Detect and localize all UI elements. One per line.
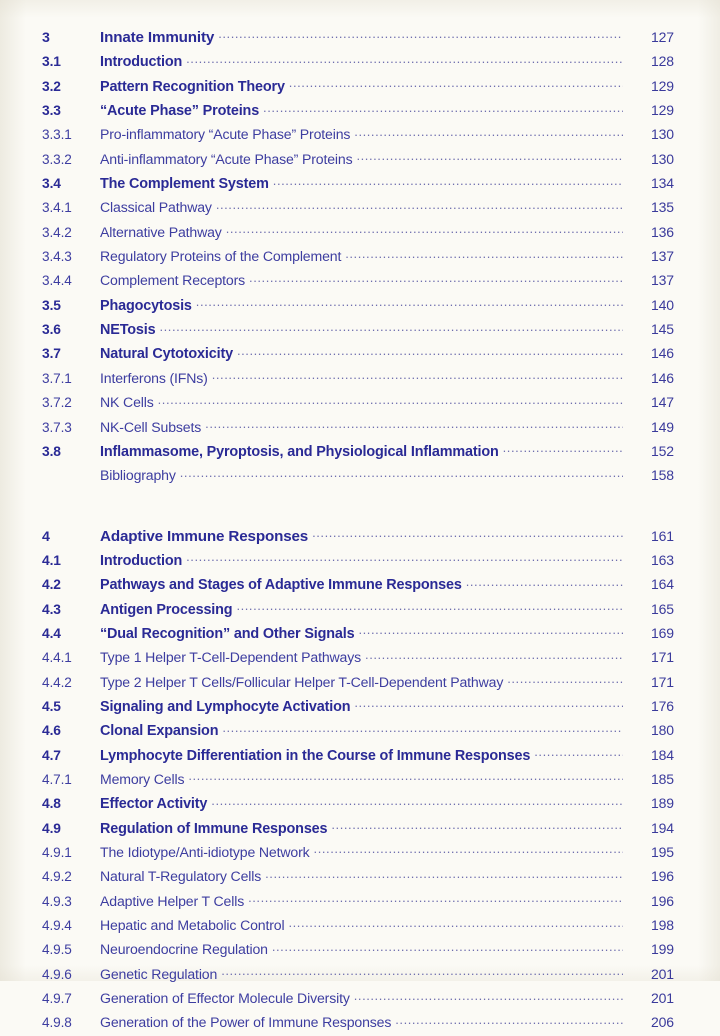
- toc-entry[interactable]: [0, 817, 720, 841]
- toc-dot-leader: [345, 245, 623, 261]
- toc-entry-title[interactable]: Classical Pathway: [100, 199, 212, 216]
- toc-entry-title[interactable]: Pattern Recognition Theory: [100, 78, 285, 95]
- toc-entry[interactable]: [0, 646, 720, 670]
- toc-entry-page-number[interactable]: 137: [650, 248, 674, 265]
- toc-dot-leader: [354, 695, 623, 711]
- toc-entry-number: 4.9.8: [42, 1015, 72, 1031]
- toc-dot-leader: [222, 719, 623, 735]
- toc-entry-title[interactable]: Complement Receptors: [100, 272, 246, 289]
- toc-entry[interactable]: [0, 865, 720, 889]
- toc-entry-number: 4.9: [42, 820, 61, 836]
- toc-entry-number: 4.3: [42, 601, 61, 617]
- toc-entry-number: 3.2: [42, 78, 61, 94]
- toc-entry-number: 3.3.2: [42, 151, 72, 167]
- toc-entry-page-number[interactable]: 171: [650, 673, 674, 690]
- toc-entry[interactable]: [0, 416, 720, 440]
- toc-entry-title[interactable]: NETosis: [100, 322, 156, 339]
- toc-entry-number: 3.4.2: [42, 224, 72, 240]
- toc-entry-title[interactable]: Memory Cells: [100, 770, 185, 787]
- toc-entry-page-number[interactable]: 134: [650, 175, 674, 192]
- toc-dot-leader: [354, 987, 623, 1003]
- toc-entry-page-number[interactable]: 185: [650, 770, 674, 787]
- toc-entry-number: 4.9.4: [42, 918, 72, 934]
- toc-entry-title[interactable]: Adaptive Immune Responses: [100, 527, 309, 545]
- toc-entry[interactable]: [0, 99, 720, 123]
- toc-dot-leader: [365, 646, 623, 662]
- toc-entry[interactable]: [0, 695, 720, 719]
- toc-entry-title[interactable]: NK-Cell Subsets: [100, 418, 202, 435]
- toc-entry[interactable]: [0, 598, 720, 622]
- toc-entry[interactable]: [0, 841, 720, 865]
- toc-entry-page-number[interactable]: 199: [650, 941, 674, 958]
- toc-entry-page-number[interactable]: 127: [650, 29, 674, 45]
- toc-entry-title[interactable]: Effector Activity: [100, 796, 208, 813]
- toc-entry-number: 4.1: [42, 552, 61, 568]
- toc-entry[interactable]: [0, 367, 720, 391]
- toc-entry-title[interactable]: NK Cells: [100, 394, 154, 411]
- toc-entry-title[interactable]: Introduction: [100, 552, 183, 569]
- toc-entry-page-number[interactable]: 180: [650, 722, 674, 739]
- toc-entry-number: 4.9.7: [42, 991, 72, 1007]
- toc-entry-title[interactable]: Hepatic and Metabolic Control: [100, 917, 285, 934]
- toc-entry-title[interactable]: Lymphocyte Differentiation in the Course of Immune Responses: [100, 747, 531, 764]
- toc-entry-number: 3.7.2: [42, 395, 72, 411]
- toc-entry-title[interactable]: Phagocytosis: [100, 297, 192, 314]
- toc-dot-leader: [289, 75, 623, 91]
- toc-entry-number: 3.4.1: [42, 200, 72, 216]
- toc-entry-page-number[interactable]: 163: [650, 551, 674, 568]
- toc-entry[interactable]: [0, 622, 720, 646]
- toc-entry-number: 3.6: [42, 322, 61, 338]
- toc-entry-number: 3.7.3: [42, 419, 72, 435]
- toc-entry-page-number[interactable]: 189: [650, 795, 674, 812]
- toc-entry-number: 4.9.5: [42, 942, 72, 958]
- toc-entry-page-number[interactable]: 195: [650, 844, 674, 860]
- toc-entry-title[interactable]: Introduction: [100, 54, 183, 71]
- toc-entry-title[interactable]: Pathways and Stages of Adaptive Immune Responses: [100, 577, 462, 594]
- toc-entry-title[interactable]: “Acute Phase” Proteins: [100, 103, 260, 120]
- toc-entry-page-number[interactable]: 128: [650, 53, 674, 70]
- toc-dot-leader: [507, 671, 623, 687]
- toc-entry-page-number[interactable]: 135: [650, 199, 674, 216]
- toc-entry-number: 4.2: [42, 577, 61, 593]
- toc-entry-page-number[interactable]: 136: [650, 223, 674, 240]
- toc-entry-number: 3.7.1: [42, 370, 72, 386]
- toc-dot-leader: [236, 598, 623, 614]
- toc-entry-title[interactable]: Antigen Processing: [100, 601, 233, 618]
- toc-entry-page-number[interactable]: 198: [650, 917, 674, 934]
- toc-dot-leader: [331, 817, 623, 833]
- toc-dot-leader: [216, 196, 623, 212]
- toc-entry[interactable]: [0, 148, 720, 172]
- toc-entry[interactable]: [0, 464, 720, 488]
- toc-dot-leader: [249, 269, 623, 285]
- toc-dot-leader: [273, 172, 623, 188]
- toc-entry-number: 4.6: [42, 723, 61, 739]
- toc-dot-leader: [205, 416, 623, 432]
- toc-dot-leader: [221, 963, 623, 979]
- toc-dot-leader: [186, 50, 623, 66]
- toc-dot-leader: [188, 768, 623, 784]
- toc-entry-title[interactable]: The Complement System: [100, 176, 269, 193]
- toc-dot-leader: [186, 549, 623, 565]
- toc-entry-page-number[interactable]: 201: [650, 965, 674, 982]
- toc-entry-page-number[interactable]: 161: [650, 527, 674, 544]
- toc-dot-leader: [180, 464, 623, 480]
- toc-entry-title[interactable]: Inflammasome, Pyroptosis, and Physiological Inflammation: [100, 443, 499, 460]
- toc-entry-title[interactable]: Clonal Expansion: [100, 723, 219, 740]
- toc-entry[interactable]: [0, 196, 720, 220]
- toc-entry-title[interactable]: Generation of Effector Molecule Diversity: [100, 990, 350, 1007]
- toc-entry-number: 3.8: [42, 443, 61, 459]
- toc-entry-title[interactable]: Neuroendocrine Regulation: [100, 941, 268, 958]
- toc-entry-page-number[interactable]: 171: [650, 649, 674, 666]
- toc-dot-leader: [356, 148, 623, 164]
- toc-entry[interactable]: [0, 573, 720, 597]
- toc-entry-page-number[interactable]: 201: [650, 990, 674, 1007]
- toc-dot-leader: [288, 914, 623, 930]
- toc-entry-page-number[interactable]: 169: [650, 624, 674, 641]
- toc-entry-title[interactable]: Natural T-Regulatory Cells: [100, 868, 262, 885]
- toc-entry-title[interactable]: Alternative Pathway: [100, 223, 222, 240]
- toc-entry-number: 3.3.1: [42, 127, 72, 143]
- toc-entry[interactable]: [0, 549, 720, 573]
- toc-entry[interactable]: [0, 75, 720, 99]
- toc-entry[interactable]: [0, 294, 720, 318]
- toc-entry-page-number[interactable]: 206: [650, 1014, 674, 1031]
- toc-dot-leader: [263, 99, 623, 115]
- toc-entry-title[interactable]: Adaptive Helper T Cells: [100, 892, 245, 909]
- toc-dot-leader: [265, 865, 623, 881]
- toc-entry-page-number[interactable]: 184: [650, 746, 674, 763]
- toc-dot-leader: [212, 367, 623, 383]
- toc-entry-number: 3: [42, 30, 50, 46]
- toc-dot-leader: [237, 342, 623, 358]
- toc-entry[interactable]: [0, 1011, 720, 1035]
- toc-entry[interactable]: [0, 671, 720, 695]
- toc-entry-number: 3.4: [42, 176, 61, 192]
- toc-entry-page-number[interactable]: 194: [650, 819, 674, 836]
- toc-entry-number: 4.7: [42, 747, 61, 763]
- toc-dot-leader: [226, 221, 623, 237]
- toc-entry[interactable]: [0, 792, 720, 816]
- toc-dot-leader: [272, 938, 623, 954]
- toc-entry[interactable]: [0, 890, 720, 914]
- toc-entry-page-number[interactable]: 164: [650, 576, 674, 593]
- toc-entry-title[interactable]: Interferons (IFNs): [100, 369, 208, 386]
- toc-entry-title[interactable]: Signaling and Lymphocyte Activation: [100, 698, 351, 715]
- toc-entry-number: 3.5: [42, 297, 61, 313]
- toc-entry-number: 3.3: [42, 103, 61, 119]
- toc-entry[interactable]: [0, 744, 720, 768]
- toc-entry[interactable]: [0, 914, 720, 938]
- toc-entry[interactable]: [0, 172, 720, 196]
- toc-entry[interactable]: [0, 221, 720, 245]
- toc-entry-title[interactable]: Bibliography: [100, 467, 176, 484]
- toc-dot-leader: [312, 525, 623, 541]
- toc-entry-page-number[interactable]: 146: [650, 369, 674, 386]
- toc-entry-page-number[interactable]: 130: [650, 126, 674, 143]
- toc-entry-number: 3.4.4: [42, 273, 72, 289]
- toc-entry[interactable]: [0, 50, 720, 74]
- toc-entry-page-number[interactable]: 130: [650, 150, 674, 167]
- toc-entry-page-number[interactable]: 196: [650, 892, 674, 909]
- toc-entry[interactable]: [0, 391, 720, 415]
- toc-entry[interactable]: [0, 987, 720, 1011]
- toc-entry-number: 4.5: [42, 698, 61, 714]
- toc-entry-page-number[interactable]: 158: [650, 467, 674, 484]
- toc-entry[interactable]: [0, 525, 720, 549]
- toc-dot-leader: [314, 841, 623, 857]
- toc-entry[interactable]: [0, 719, 720, 743]
- toc-entry-title[interactable]: Pro-inflammatory “Acute Phase” Proteins: [100, 126, 351, 143]
- toc-dot-leader: [534, 744, 623, 760]
- toc-entry-number: 4.8: [42, 796, 61, 812]
- toc-entry[interactable]: [0, 768, 720, 792]
- toc-entry-page-number[interactable]: 129: [650, 102, 674, 119]
- toc-entry-title[interactable]: Regulatory Proteins of the Complement: [100, 248, 342, 265]
- toc-entry[interactable]: [0, 123, 720, 147]
- toc-dot-leader: [354, 123, 623, 139]
- toc-dot-leader: [158, 391, 623, 407]
- toc-entry-title[interactable]: Anti-inflammatory “Acute Phase” Proteins: [100, 150, 353, 167]
- toc-entry-title[interactable]: “Dual Recognition” and Other Signals: [100, 625, 355, 642]
- toc-entry-number: 4.9.1: [42, 845, 72, 860]
- toc-entry-page-number[interactable]: 147: [650, 394, 674, 411]
- toc-entry-title[interactable]: Natural Cytotoxicity: [100, 346, 233, 363]
- toc-entry[interactable]: [0, 963, 720, 987]
- toc-entry-page-number[interactable]: 165: [650, 600, 674, 617]
- toc-entry-number: 4.4.2: [42, 674, 72, 690]
- toc-dot-leader: [248, 890, 623, 906]
- toc-entry-number: 4.4.1: [42, 650, 72, 666]
- toc-entry-number: 4: [42, 528, 50, 545]
- toc-entry-title[interactable]: Regulation of Immune Responses: [100, 820, 328, 837]
- toc-entry-number: 4.9.2: [42, 869, 72, 885]
- toc-dot-leader: [159, 318, 623, 334]
- toc-entry-page-number[interactable]: 152: [650, 442, 674, 459]
- toc-entry-page-number[interactable]: 145: [650, 321, 674, 338]
- toc-entry-number: 4.4: [42, 625, 61, 641]
- toc-entry-title[interactable]: Type 2 Helper T Cells/Follicular Helper T-Cell-Dependent Pathway: [100, 673, 504, 690]
- toc-entry-page-number[interactable]: 129: [650, 77, 674, 94]
- toc-dot-leader: [358, 622, 623, 638]
- toc-section-gap: [0, 489, 720, 525]
- toc-entry-page-number[interactable]: 176: [650, 697, 674, 714]
- toc-entry-number: 3.4.3: [42, 249, 72, 265]
- toc-entry-title[interactable]: Genetic Regulation: [100, 965, 218, 982]
- table-of-contents-list: [0, 26, 720, 1036]
- toc-entry-page-number[interactable]: 140: [650, 296, 674, 313]
- toc-entry-title[interactable]: Type 1 Helper T-Cell-Dependent Pathways: [100, 649, 362, 666]
- toc-entry-number: 3.7: [42, 346, 61, 362]
- toc-entry[interactable]: [0, 440, 720, 464]
- toc-dot-leader: [466, 573, 623, 589]
- toc-entry[interactable]: [0, 938, 720, 962]
- toc-entry-title[interactable]: The Idiotype/Anti-idiotype Network: [100, 844, 310, 860]
- toc-entry-page-number[interactable]: 149: [650, 418, 674, 435]
- toc-entry[interactable]: [0, 26, 720, 50]
- toc-entry-page-number[interactable]: 137: [650, 272, 674, 289]
- toc-entry-page-number[interactable]: 146: [650, 345, 674, 362]
- toc-entry[interactable]: [0, 245, 720, 269]
- toc-entry[interactable]: [0, 269, 720, 293]
- toc-entry-title[interactable]: Generation of the Power of Immune Responses: [100, 1014, 392, 1031]
- toc-entry[interactable]: [0, 342, 720, 366]
- toc-entry-number: 3.1: [42, 54, 61, 70]
- toc-entry-number: 4.7.1: [42, 771, 72, 787]
- toc-entry-number: 4.9.3: [42, 893, 72, 909]
- toc-entry-title[interactable]: Innate Immunity: [100, 29, 215, 46]
- toc-dot-leader: [211, 792, 623, 808]
- toc-entry[interactable]: [0, 318, 720, 342]
- toc-entry-number: 4.9.6: [42, 966, 72, 982]
- toc-dot-leader: [218, 26, 623, 42]
- toc-dot-leader: [503, 440, 623, 456]
- toc-entry-page-number[interactable]: 196: [650, 868, 674, 885]
- toc-dot-leader: [196, 294, 623, 310]
- toc-dot-leader: [395, 1011, 623, 1027]
